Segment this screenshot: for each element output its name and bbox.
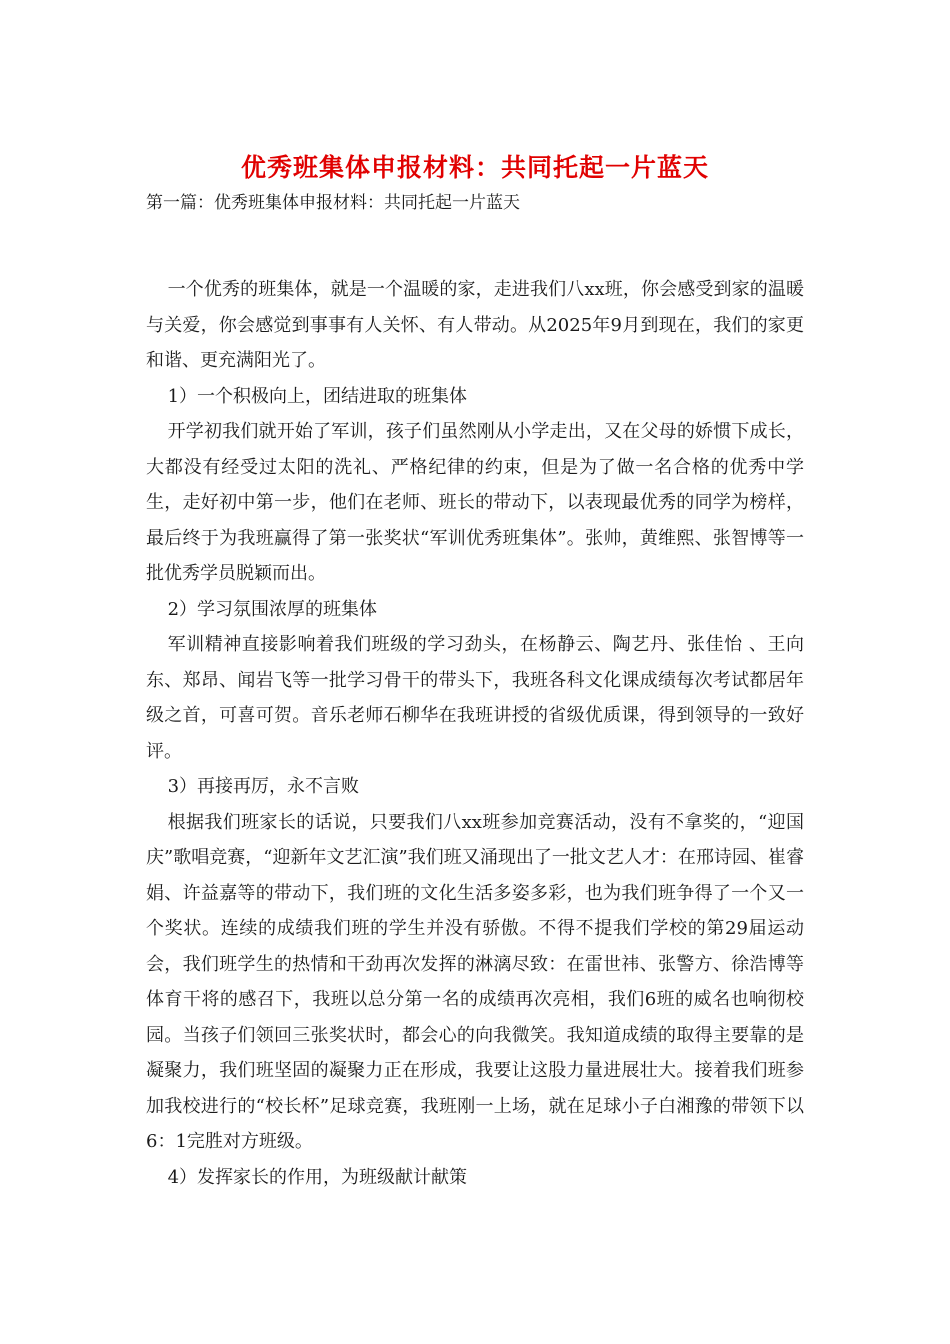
section-heading-4: 4）发挥家长的作用，为班级献计献策: [167, 1166, 468, 1188]
intro-paragraph: 一个优秀的班集体，就是一个温暖的家，走进我们八xx班，你会感受到家的温暖与关爱，你会感觉到事事有人关怀、有人带动。从2025年9月到现在，我们的家更和谐、更充满阳光了。: [146, 279, 804, 371]
section-heading-2: 2）学习氛围浓厚的班集体: [167, 598, 378, 620]
section-paragraph-3: 根据我们班家长的话说，只要我们八xx班参加竞赛活动，没有不拿奖的，“迎国庆”歌唱竞赛，“迎新年文艺汇演”我们班又涌现出了一批文艺人才：在邢诗园、崔睿娟、许益嘉等的带动下，我们班的文化生活多姿多彩，也为我们班争得了一个又一个奖状。连续的成绩我们班的学生并没有骄傲。不得不提我们学校的第29届运动会，我们班学生的热情和干劲再次发挥的淋漓尽致：在雷世祎、张警方、徐浩博等体育干将的感召下，我班以总分第一名的成绩再次亮相，我们6班的威名也响彻校园。当孩子们领回三张奖状时，都会心的向我微笑。我知道成绩的取得主要靠的是凝聚力，我们班坚固的凝聚力正在形成，我要让这股力量进展壮大。接着我们班参加我校进行的“校长杯”足球竞赛，我班刚一上场，就在足球小子白湘豫的带领下以6：1完胜对方班级。: [146, 811, 804, 1152]
section-paragraph-2: 军训精神直接影响着我们班级的学习劲头，在杨静云、陶艺丹、张佳怡 、王向东、郑昂、闻岩飞等一批学习骨干的带头下，我班各科文化课成绩每次考试都居年级之首，可喜可贺。音乐老师石柳华在我班讲授的省级优质课，得到领导的一致好评。: [146, 634, 804, 762]
document-subtitle: 第一篇：优秀班集体申报材料：共同托起一片蓝天: [146, 193, 520, 213]
section-heading-3: 3）再接再厉，永不言败: [167, 776, 360, 797]
document-title: 优秀班集体申报材料：共同托起一片蓝天: [240, 153, 709, 182]
section-heading-1: 1）一个积极向上，团结进取的班集体: [167, 385, 468, 407]
section-paragraph-1: 开学初我们就开始了军训，孩子们虽然刚从小学走出，又在父母的娇惯下成长，大都没有经受过太阳的洗礼、严格纪律的约束，但是为了做一名合格的优秀中学生，走好初中第一步，他们在老师、班长的带动下，以表现最优秀的同学为榜样，最后终于为我班赢得了第一张奖状“军训优秀班集体”。张帅，黄维熙、张智博等一批优秀学员脱颖而出。: [146, 421, 804, 584]
